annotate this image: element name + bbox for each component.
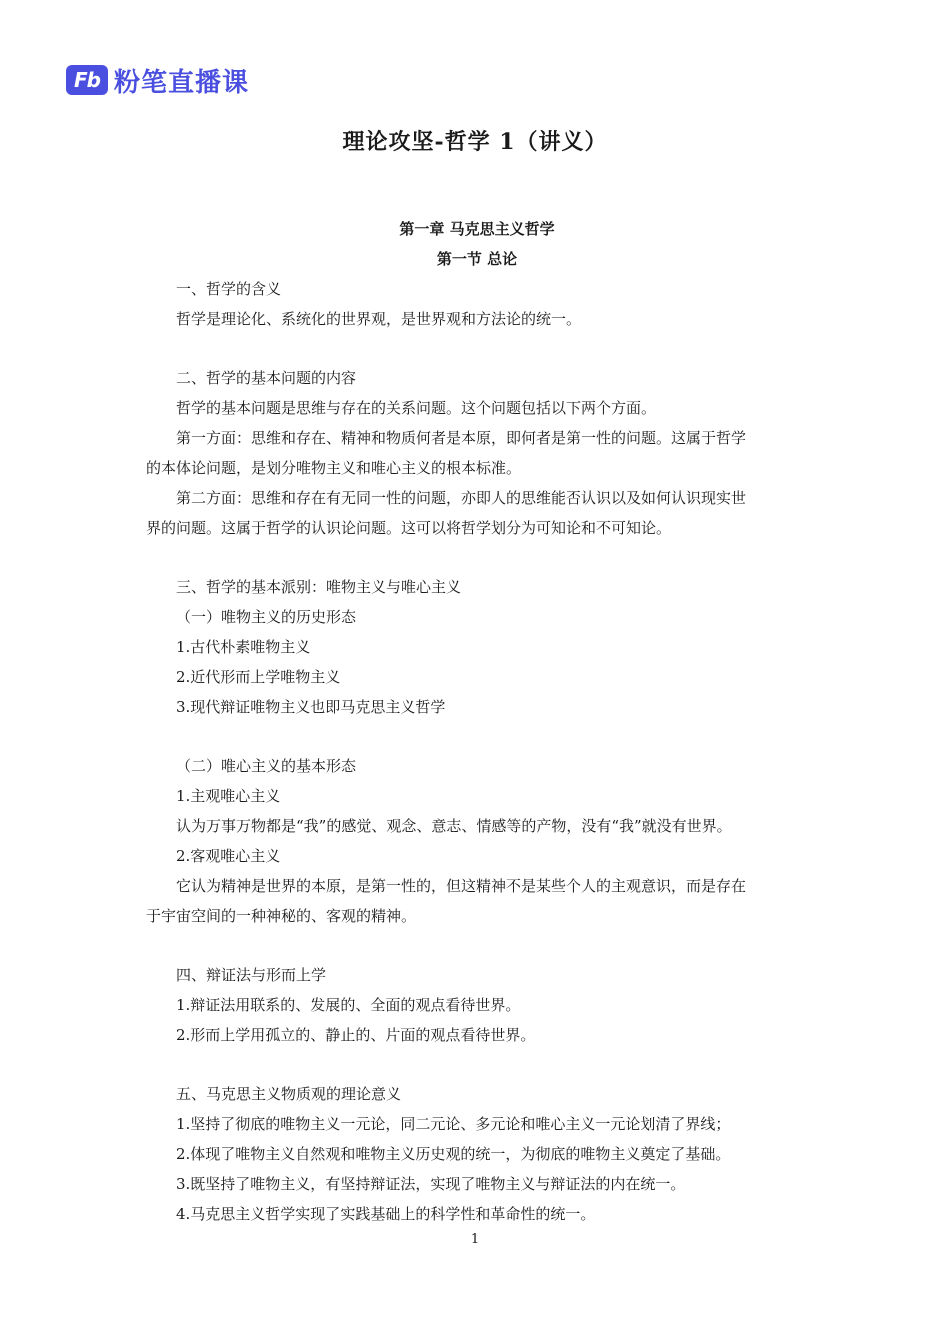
paragraph: 哲学的基本问题是思维与存在的关系问题。这个问题包括以下两个方面。	[176, 399, 657, 417]
list-item: 1.古代朴素唯物主义	[176, 638, 311, 656]
list-item: 1.坚持了彻底的唯物主义一元论，同二元论、多元论和唯心主义一元论划清了界线；	[176, 1115, 731, 1133]
spacer	[146, 543, 808, 572]
spacer	[146, 722, 808, 751]
paragraph: 第一方面：思维和存在、精神和物质何者是本原，即何者是第一性的问题。这属于哲学	[176, 429, 747, 447]
list-item: 2.体现了唯物主义自然观和唯物主义历史观的统一，为彻底的唯物主义奠定了基础。	[176, 1145, 731, 1163]
document-title: 理论攻坚-哲学 1（讲义）	[342, 129, 608, 155]
paragraph-cont: 界的问题。这属于哲学的认识论问题。这可以将哲学划分为可知论和不可知论。	[146, 519, 672, 537]
spacer	[146, 931, 808, 960]
spacer	[146, 334, 808, 363]
list-item: 2.近代形而上学唯物主义	[176, 668, 341, 686]
spacer	[146, 1050, 808, 1079]
document-body	[146, 214, 808, 1229]
subheading: （一）唯物主义的历史形态	[176, 608, 357, 626]
paragraph-cont: 于宇宙空间的一种神秘的、客观的精神。	[146, 907, 417, 925]
heading-5: 五、马克思主义物质观的理论意义	[176, 1085, 402, 1103]
heading-1: 一、哲学的含义	[176, 280, 282, 298]
paragraph-cont: 的本体论问题，是划分唯物主义和唯心主义的根本标准。	[146, 459, 522, 477]
brand-logo	[66, 62, 249, 98]
paragraph: 第二方面：思维和存在有无同一性的问题，亦即人的思维能否认识以及如何认识现实世	[176, 489, 747, 507]
heading-3: 三、哲学的基本派别：唯物主义与唯心主义	[176, 578, 462, 596]
logo-mark-icon: Fb	[66, 65, 108, 95]
chapter-heading: 第一章 马克思主义哲学	[399, 220, 555, 238]
paragraph: 哲学是理论化、系统化的世界观，是世界观和方法论的统一。	[176, 310, 582, 328]
paragraph: 认为万事万物都是“我”的感觉、观念、意志、情感等的产物，没有“我”就没有世界。	[176, 817, 732, 835]
list-item: 3.既坚持了唯物主义，有坚持辩证法，实现了唯物主义与辩证法的内在统一。	[176, 1175, 686, 1193]
heading-2: 二、哲学的基本问题的内容	[176, 369, 357, 387]
logo-text: 粉笔直播课	[114, 67, 250, 98]
list-item: 3.现代辩证唯物主义也即马克思主义哲学	[176, 698, 446, 716]
list-item: 1.主观唯心主义	[176, 787, 281, 805]
heading-4: 四、辩证法与形而上学	[176, 966, 327, 984]
section-heading: 第一节 总论	[436, 250, 518, 268]
list-item: 2.形而上学用孤立的、静止的、片面的观点看待世界。	[176, 1026, 536, 1044]
page-number: 1	[470, 1232, 480, 1247]
list-item: 1.辩证法用联系的、发展的、全面的观点看待世界。	[176, 996, 521, 1014]
list-item: 2.客观唯心主义	[176, 847, 281, 865]
subheading: （二）唯心主义的基本形态	[176, 757, 357, 775]
list-item: 4.马克思主义哲学实现了实践基础上的科学性和革命性的统一。	[176, 1205, 596, 1223]
paragraph: 它认为精神是世界的本原，是第一性的，但这精神不是某些个人的主观意识，而是存在	[176, 877, 747, 895]
